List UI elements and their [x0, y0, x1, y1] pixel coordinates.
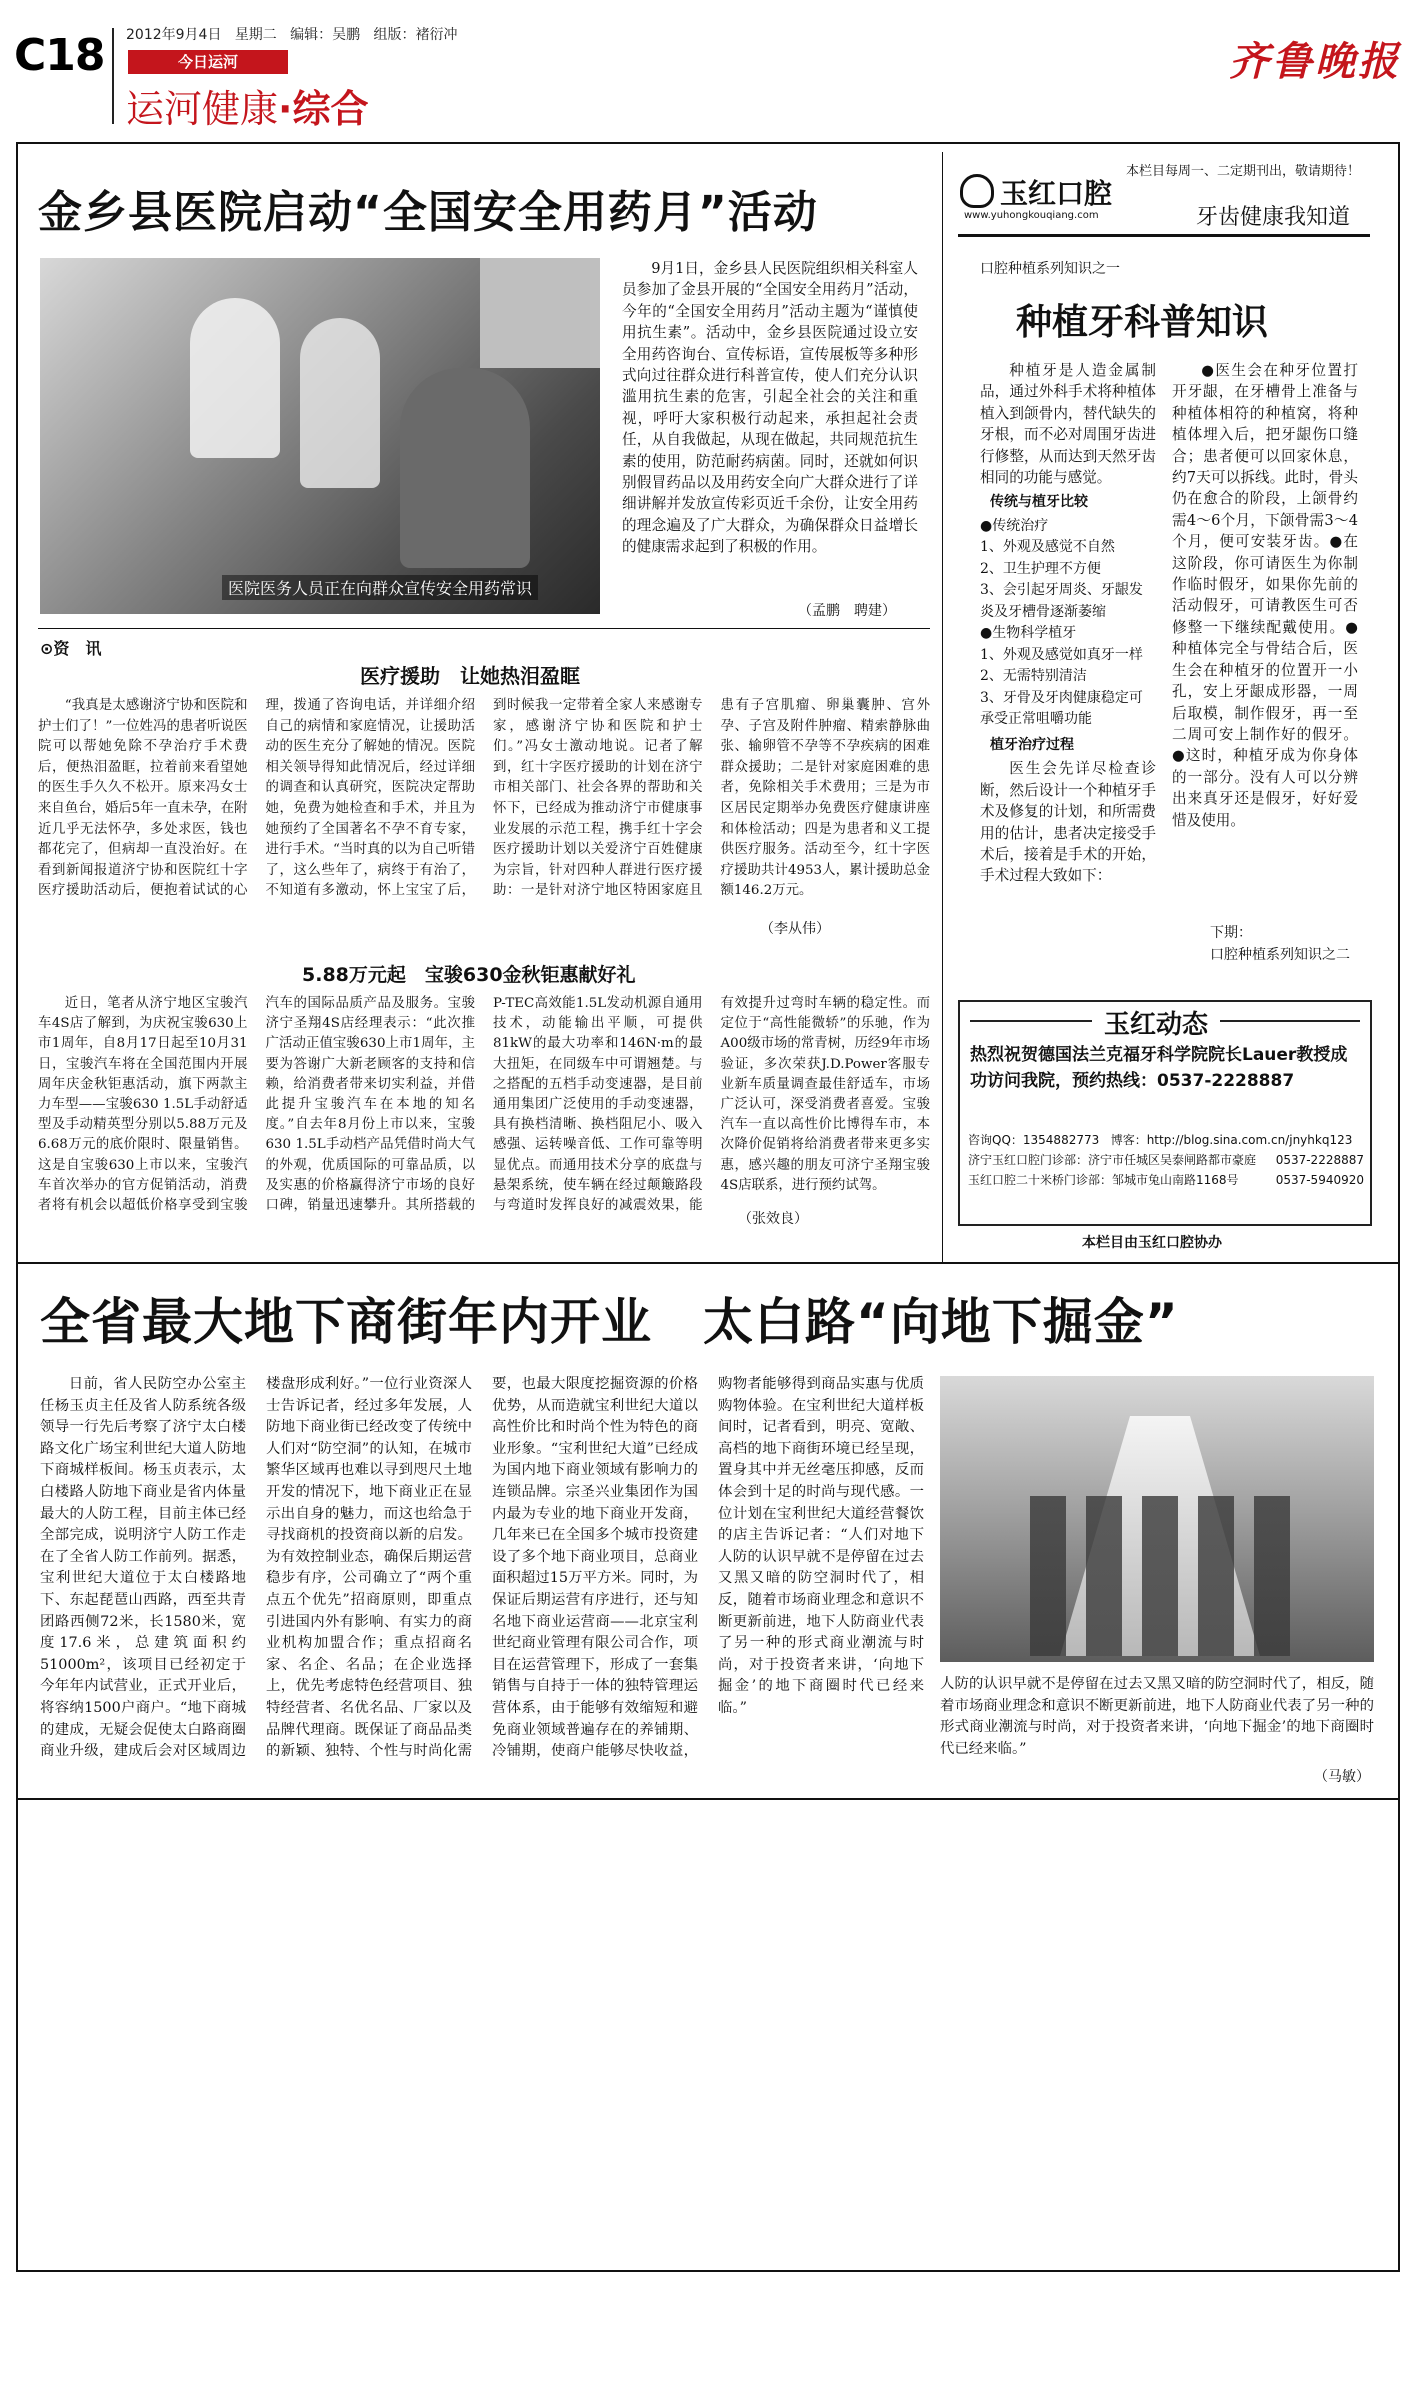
- dental-next: [1210, 922, 1360, 966]
- article1-byline: （孟鹏 聘建）: [798, 603, 896, 619]
- editor: 编辑：吴鹏: [290, 27, 361, 43]
- dental-series: 口腔种植系列知识之一: [980, 261, 1120, 277]
- page-rule-mid: [16, 1262, 1400, 1264]
- article1-title: 金乡县医院启动“全国安全用药月”活动: [38, 187, 818, 238]
- dynamic-clinic2: 玉红口腔二十米桥门诊部：邹城市兔山南路1168号: [968, 1173, 1239, 1187]
- dental-item: ●传统治疗: [980, 517, 1049, 534]
- dental-dynamic-box: [958, 1000, 1372, 1226]
- dynamic-qq-row: [968, 1130, 1364, 1150]
- dental-intro: 种植牙是人造金属制品，通过外科手术将种植体植入到颌骨内，替代缺失的牙根，而不必对周围牙齿进行修整，从而达到天然牙齿相同的功能与感觉。: [980, 362, 1156, 487]
- article2-body-tail: [940, 1674, 1374, 1764]
- story1-title: 医疗援助 让她热泪盈眶: [360, 664, 580, 688]
- photo-figure-elder: [400, 368, 530, 568]
- story1-body: “我真是太感谢济宁协和医院和护士们了！”一位姓冯的患者听说医院可以帮她免除不孕治疗手术费后，便热泪盈眶，拉着前来看望她的医生手久久不松开。原来冯女士来自鱼台，婚后5年一直未孕，在附近几乎无法怀孕，多处求医，钱也都花完了，但病却一直没治好。在看到新闻报道济宁协和医院红十字医疗援助活动后，便抱着试试的心理，拨通了咨询电话，并详细介绍自己的病情和家庭情况，让援助活动的医生充分了解她的情况。医院相关领导得知此情况后，经过详细的调查和认真研究，医院决定帮助她，免费为她检查和手术，并且为她预约了全国著名不孕不育专家，进行手术。“当时真的以为自己听错了，这么些年了，病终于有治了，不知道有多激动，怀上宝宝了后，到时候我一定带着全家人来感谢专家，感谢济宁协和医院和护士们。”冯女士激动地说。记者了解到，红十字医疗援助的计划在济宁市相关部门、社会各界的帮助和关怀下，已经成为推动济宁市健康事业发展的示范工程，携手红十字会医疗援助计划以关爱济宁百姓健康为宗旨，针对四种人群进行医疗援助：一是针对济宁地区特困家庭且患有子宫肌瘤、卵巢囊肿、宫外孕、子宫及附件肿瘤、精索静脉曲张、输卵管不孕等不孕疾病的困难群众援助；二是针对家庭困难的患者，免除相关手术费用；三是为市区居民定期举办免费医疗健康讲座和体检活动；四是为患者和义工提供医疗服务。活动至今，红十字医疗援助共计4953人，累计援助总金额146.2万元。: [38, 698, 930, 899]
- dental-item: ●生物科学植牙: [980, 625, 1077, 642]
- dental-item: 1、外观及感觉如真牙一样: [980, 646, 1143, 663]
- dental-compare-head: 传统与植牙比较: [990, 494, 1088, 511]
- dental-slogan: 牙齿健康我知道: [1196, 205, 1351, 230]
- news-rule-top: [38, 628, 930, 629]
- issue-date: 2012年9月4日: [126, 27, 222, 43]
- tooth-icon: [960, 174, 994, 208]
- article1-body: 9月1日，金乡县人民医院组织相关科室人员参加了金县开展的“全国安全用药月”活动，今年的“全国安全用药月”活动主题为“谨慎使用抗生素”。活动中，金乡县医院通过设立安全用药咨询台、宣传标语，宣传展板等多种形式向过往群众进行科普宣传，使人们充分认识滥用抗生素的危害，引起全社会的关注和重视，呼吁大家积极行动起来，承担起社会责任，从自我做起，从现在做起，共同规范抗生素的使用，防范耐药病菌。同时，还就如何识别假冒药品以及用药安全向广大群众进行了详细讲解并发放宣传彩页近千余份，让安全用药的理念遍及了广大群众，为确保群众日益增长的健康需求起到了积极的作用。: [622, 260, 918, 556]
- dynamic-clinic1-row: [968, 1150, 1364, 1170]
- article2-body: 日前，省人民防空办公室主任杨玉贞主任及省人防系统各级领导一行先后考察了济宁太白楼路文化广场宝利世纪大道人防地下商城样板间。杨玉贞表示，太白楼路人防地下商业是省内体量最大的人防工程，目前主体已经全部完成，说明济宁人防工作走在了全省人防工作前列。据悉，宝利世纪大道位于太白楼路地下、东起琵琶山西路，西至共青团路西侧72米，长1580米，宽度17.6米，总建筑面积约51000m²，该项目已经初定于今年年内试营业，正式开业后，将容纳1500户商户。“地下商城的建成，无疑会促使太白路商圈商业升级，建成后会对区域周边楼盘形成利好。”一位行业资深人士告诉记者，经过多年发展，人防地下商业街已经改变了传统中人们对“防空洞”的认知，在城市繁华区域再也难以寻到咫尺土地开发的情况下，地下商业正在显示出自身的魅力，而这也给急于寻找商机的投资商以新的启发。为有效控制业态，确保后期运营稳步有序，公司确立了“两个重点五个优先”招商原则，即重点引进国内外有影响、有实力的商业机构加盟合作；重点招商名家、名企、名品；在企业选择上，优先考虑特色经营项目、独特经营者、名优名品、厂家以及品牌代理商。既保证了商品品类的新颖、独特、个性与时尚化需要，也最大限度挖掘资源的价格优势，从而造就宝利世纪大道以高性价比和时尚个性为特色的商业形象。“宝利世纪大道”已经成为国内地下商业领域有影响力的连锁品牌。宗圣兴业集团作为国内最为专业的地下商业开发商，几年来已在全国多个城市投资建设了多个地下商业项目，总商业面积超过15万平方米。同时，为保证后期运营有序进行，还与知名地下商业运营商——北京宝利世纪商业管理有限公司合作，项目在运营管理下，形成了一套集销售与自持于一体的独特管理运营体系，由于能够有效缩短和避免商业领域普遍存在的养铺期、冷铺期，使商户能够尽快收益，购物者能够得到商品实惠与优质购物体验。在宝利世纪大道样板间时，记者看到，明亮、宽敞、高档的地下商街环境已经呈现，置身其中并无丝毫压抑感，反而体会到十足的时尚与现代感。一位计划在宝利世纪大道经营餐饮的店主告诉记者：“人们对地下人防的认识早就不是停留在过去又黑又暗的防空洞时代了，相反，随着市场商业理念和意识不断更新前进，地下人防商业代表了另一种的形式商业潮流与时尚，对于投资者来讲，‘向地下掘金’的地下商圈时代已经来临。”: [40, 1376, 924, 1760]
- story2-body: 近日，笔者从济宁地区宝骏汽车4S店了解到，为庆祝宝骏630上市1周年，自8月17日起至10月31日，宝骏汽车将在全国范围内开展周年庆金秋钜惠活动，旗下两款主力车型——宝骏630 1.5L手动舒适型及手动精英型分别以5.88万元及6.68万元的底价限时、限量销售。这是自宝骏630上市以来，宝骏汽车首次举办的官方促销活动，消费者将有机会以超低价格享受到宝骏汽车的国际品质产品及服务。宝骏济宁圣翔4S店经理表示：“此次推广活动正值宝骏630上市1周年，主要为答谢广大新老顾客的支持和信赖，给消费者带来切实利益，并借此提升宝骏汽车在本地的知名度。”自去年8月份上市以来，宝骏630 1.5L手动档产品凭借时尚大气的外观，优质国际的可靠品质，以及实惠的价格赢得济宁市场的良好口碑，销量迅速攀升。其所搭载的P-TEC高效能1.5L发动机源自通用技术，动能输出平顺，可提供81kW的最大功率和146N·m的最大扭矩，在同级车中可谓翘楚。与之搭配的五档手动变速器，是目前通用集团广泛使用的手动变速器，具有换档清晰、换档阻尼小、吸入感强、运转噪音低、工作可靠等明显优点。而通用技术分享的底盘与悬架系统，使车辆在经过颠簸路段与弯道时发挥良好的减震效果，能有效提升过弯时车辆的稳定性。而定位于“高性能微轿”的乐驰，作为A00级市场的常青树，历经9年市场验证，多次荣获J.D.Power客服专业新车质量调查最佳舒适车，市场广泛认可，深受消费者喜爱。宝骏汽车一直以高性价比博得车市，本次降价促销将给消费者带来更多实惠，感兴趣的朋友可济宁圣翔宝骏4S店联系，进行预约试驾。: [38, 996, 930, 1214]
- dynamic-clinic2-row: [968, 1170, 1364, 1190]
- article2-photo: [940, 1376, 1374, 1662]
- article2-tail-text: 人防的认识早就不是停留在过去又黑又暗的防空洞时代了，相反，随着市场商业理念和意识不断更新前进，地下人防商业代表了另一种的形式商业潮流与时尚，对于投资者来讲，‘向地下掘金’的地下商圈时代已经来临。”: [940, 1676, 1374, 1757]
- section-title-main: 运河健康: [126, 87, 279, 131]
- section-title: [126, 78, 368, 133]
- dynamic-phone2: 0537-5940920: [1275, 1173, 1364, 1187]
- header-meta: [126, 24, 458, 44]
- news-label-text: 资 讯: [53, 639, 102, 658]
- header-divider: [112, 28, 114, 124]
- dynamic-clinic1: 济宁玉红口腔门诊部：济宁市任城区吴泰闸路都市豪庭: [968, 1153, 1257, 1167]
- section-tag: 今日运河: [128, 50, 288, 74]
- dynamic-headline: 热烈祝贺德国法兰克福牙科学院院长Lauer教授成功访问我院，预约热线：0537-2228887: [970, 1045, 1348, 1091]
- photo-figure-nurse2: [300, 318, 380, 488]
- dental-process: 医生会先详尽检查诊断，然后设计一个种植牙手术及修复的计划，和所需费用的估计，患者决定接受手术后，接着是手术的开始，手术过程大致如下：: [980, 760, 1156, 885]
- dental-title: 种植牙科普知识: [1016, 302, 1269, 343]
- dental-rule: [958, 234, 1370, 237]
- dynamic-sponsor: 本栏目由玉红口腔协办: [1082, 1235, 1222, 1251]
- section-title-sub: ·综合: [278, 87, 369, 131]
- dental-process-head: 植牙治疗过程: [990, 736, 1074, 753]
- photo-caption: 医院医务人员正在向群众宣传安全用药常识: [222, 575, 538, 600]
- article1-body-wrap: [622, 258, 918, 620]
- page-number: C18: [14, 30, 105, 81]
- dental-url: www.yuhongkouqiang.com: [964, 210, 1099, 221]
- dental-item: 3、牙骨及牙肉健康稳定可承受正常咀嚼功能: [980, 689, 1143, 728]
- dental-logo-block: [960, 172, 1160, 228]
- page-rule-bottom: [16, 1798, 1400, 1800]
- dental-item: 2、卫生护理不方便: [980, 560, 1101, 577]
- issue-weekday: 星期二: [234, 27, 277, 43]
- article2-title: 全省最大地下商街年内开业 太白路“向地下掘金”: [40, 1293, 1179, 1351]
- news-bullet-icon: ⊙: [40, 639, 54, 658]
- dynamic-title: 玉红动态: [1092, 1004, 1220, 1041]
- article1-photo: [40, 258, 600, 614]
- masthead-logo: 齐鲁晚报: [1229, 38, 1401, 85]
- story2-title: 5.88万元起 宝骏630金秋钜惠献好礼: [302, 964, 636, 986]
- story2-body-wrap: [38, 994, 930, 1230]
- column-divider: [942, 152, 943, 1262]
- dental-logo: 玉红口腔: [1000, 177, 1113, 210]
- dynamic-contact: [968, 1130, 1364, 1190]
- photo-figure-nurse1: [190, 298, 280, 458]
- dental-item: 3、会引起牙周炎、牙龈发炎及牙槽骨逐渐萎缩: [980, 582, 1143, 620]
- dental-steps: ●医生会在种牙位置打开牙龈，在牙槽骨上准备与种植体相符的种植窝，将种植体埋入后，把牙龈伤口缝合；患者便可以回家休息，约7天可以拆线。此时，骨头仍在愈合的阶段，上颌骨约需4～6个月，下颌骨需3～4个月，便可安装牙齿。●在这阶段，你可请医生为你制作临时假牙，如果你先前的活动假牙，可请教医生可否修整一下继续配戴使用。●种植体完全与骨结合后，医生会在种植牙的位置开一小孔，安上牙龈成形器，一周后取模，制作假牙，再一至二周可安上制作好的假牙。●这时，种植牙成为你身体的一部分。没有人可以分辨出来真牙还是假牙，好好爱惜及使用。: [1172, 362, 1358, 829]
- dental-item: 1、外观及感觉不自然: [980, 539, 1115, 556]
- dynamic-qq: 咨询QQ：1354882773: [968, 1133, 1100, 1147]
- dynamic-phone1: 0537-2228887: [1275, 1153, 1364, 1167]
- dental-next-label: 下期：: [1210, 925, 1252, 941]
- dental-notice: 本栏目每周一、二定期刊出，敬请期待！: [1126, 164, 1361, 179]
- layout-editor: 组版：褚衍冲: [373, 27, 458, 43]
- dynamic-blog: 博客：http://blog.sina.com.cn/jnyhkq123: [1110, 1133, 1353, 1147]
- dental-next-title: 口腔种植系列知识之二: [1210, 947, 1350, 963]
- photo-group: [1030, 1496, 1290, 1656]
- article2-byline: （马敏）: [1314, 1769, 1370, 1785]
- story1-byline: （李从伟）: [756, 918, 830, 938]
- news-label: [40, 636, 101, 659]
- story1-body-wrap: [38, 696, 930, 948]
- dental-col-left: [980, 360, 1156, 980]
- dental-item: 2、无需特别清洁: [980, 668, 1087, 685]
- story2-byline: （张效良）: [734, 1208, 808, 1228]
- dental-col-right: [1172, 360, 1358, 920]
- photo-banner: [480, 258, 600, 368]
- article2-body-wrap: [40, 1374, 924, 1770]
